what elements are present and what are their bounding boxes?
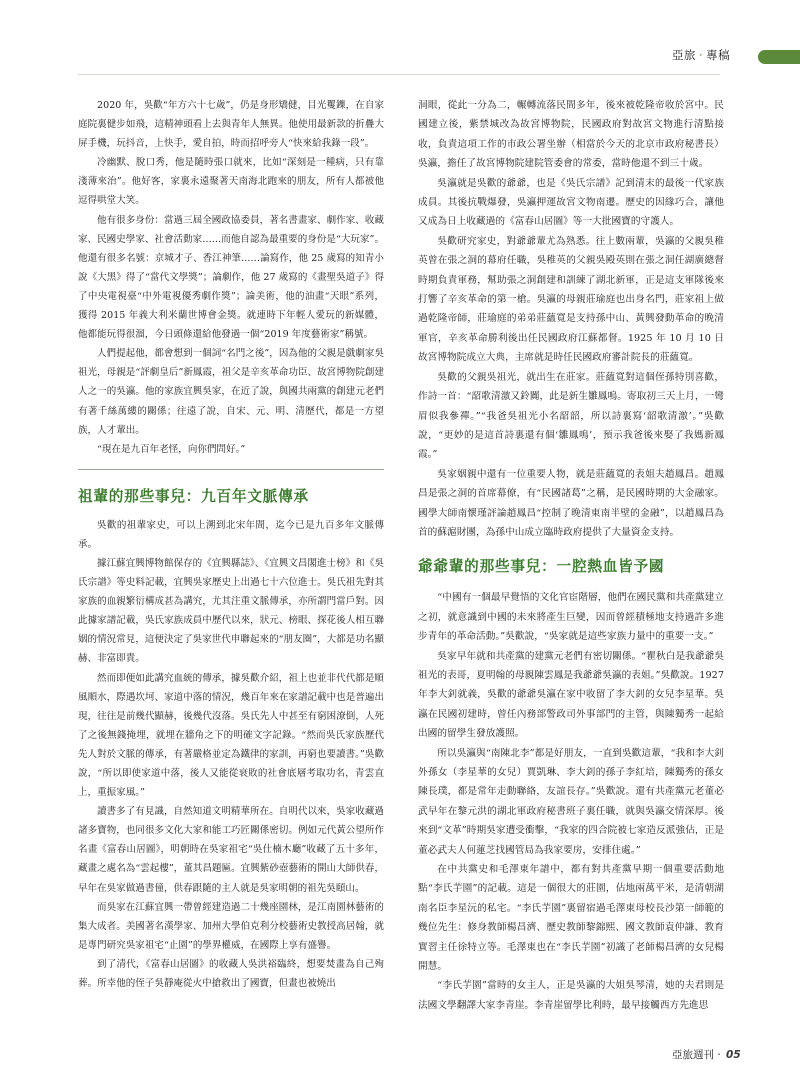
body-paragraph: 冷幽默、脫口秀，他是隨時張口就來，比如“深刻是一種病，只有靠淺薄來治”。他好客，家裏永遠聚著天南海北跑來的朋友，所有人都被他逗得哄堂大笑。 [78,157,384,207]
body-paragraph: 吳瀛就是吳歡的爺爺，也是《吳氏宗譜》記到清末的最後一代家族成員。其後抗戰爆發，吳瀛押運故宮文物南遷。歷史的因緣巧合，讓他又成為日上收藏過的《富春山居圖》等一大批國寶的守護人。 [418,177,724,228]
header-publication: 亞旅 [672,48,696,62]
body-paragraph: 2020 年，吳歡“年方六十七歲”，仍是身形矯健，目光矍鑠，在自家庭院裏健步如飛，這精神頭看上去與青年人無異。他使用最新款的折疊大屏手機，玩抖音，上快手，愛自拍，時而招呼旁人“快來給我錄一段”。 [78,100,384,150]
body-paragraph-continued: 洞眼，從此一分為二，輾轉流落民間多年，後來被乾隆帝收於宮中。民國建立後，紫禁城改為故宮博物院，民國政府對故宮文物進行清點接收，負責這項工作的市政公署坐辦（相當於今天的北京市政府秘書長）吳瀛，擔任了故宮博物院建院管委會的常委，當時他還不到三十歲。 [418,100,724,170]
right-column [418,96,724,1015]
section-title: 祖輩的那些事兒：九百年文脈傳承 [78,487,309,505]
left-column [78,96,384,993]
header-column: 專稿 [706,48,731,62]
quote-paragraph: “現在是九百年老怪，向你們問好。” [97,443,246,455]
page-footer [672,1047,741,1062]
body-paragraph: 吳家早年就和共產黨的建黨元老們有密切關係。“瞿秋白是我爺爺吳祖光的表哥，夏明翰的母親陳雲鳳是我爺爺吳瀛的表姐。”吳歡說。1927 年李大釗就義，吳歡的爺爺吳瀛在家中收留了李大釗的女兒李星華。吳瀛在民國初建時，曾任內務部警政司外事部門的主管，與陳獨秀一起給出國的留學生發放護照。 [418,650,724,740]
body-paragraph: 所以吳瀛與“南陳北李”都是好朋友，一直到吳歡這輩，“我和李大釗外孫女（李星華的女兒）賈凱琳、李大釗的孫子李紅培，陳獨秀的孫女陳長璞，都是常年走動聯絡，友誼長存。”吳歡說。還有共產黨元老董必武早年在黎元洪的湖北軍政府秘書班子裏任職，就與吳瀛交情深厚。後來到“文革”時期吳家遭受衝擊，“我家的四合院被七家造反派強佔，正是董必武夫人何蓮芝找國管局為我家要房，安排住處。” [418,747,724,856]
header-accent-tab [758,50,800,64]
body-paragraph: 吳家姻親中還有一位重要人物，就是莊蘊寬的表姐夫趙鳳昌。趙鳳昌是張之洞的首席幕僚，有“民國諸葛”之稱，是民國時期的大金融家。國學大師南懷瑾評論趙鳳昌“控制了晚清東南半壁的金融”，以趙鳳昌為首的蘇滬財團，為孫中山成立臨時政府提供了大量資金支持。 [418,468,724,538]
section-divider [78,469,384,470]
body-paragraph: 然而即便如此講究血統的傳承，據吳歡介紹，祖上也並非代代都是順風順水，際遇坎坷、家道中落的情況，幾百年來在家譜記載中也是普遍出現，往往是前幾代顯赫，後幾代沒落。吳氏先人中甚至有窮困潦倒，人死了之後無錢掩埋，就埋在牆角之下的明確文字記錄。“然而吳氏家族歷代先人對於文脈的傳承，有著嚴格並定為鐵律的家訓，再窮也要讀書。”吳歡說，“所以即使家道中落，後人又能從衰敗的社會底層考取功名，青雲直上，重振家風。” [78,672,384,799]
body-paragraph: 他有很多身份：當過三屆全國政協委員，著名書畫家、劇作家、收藏家、民國史學家、社會活動家……而他自認為最重要的身份是“大玩家”。他還有很多名號：京城才子、香江神筆……論寫作，他 25 歲寫的知青小說《大黑》得了“當代文學獎”；論劇作，他 27 歲寫的《畫聖吳道子》得了中央電視臺“中外電視優秀劇作獎”；論美術，他的油畫“天眼”系列，獲得 2015 年義大利米蘭世博會金獎。就連時下年輕人愛玩的新媒體，他都能玩得很溜，今日頭條還給他發過一個“2019 年度藝術家”稱號。 [78,214,384,341]
body-paragraph: 讀書多了有見識，自然知道文明精華所在。自明代以來，吳家收藏過諸多寶物，也同很多文化大家和能工巧匠關係密切。例如元代黃公望所作名畫《富春山居圖》，明朝時在吳家祖宅“吳仕楠木廳”收藏了五十多年，藏畫之處名為“雲起樓”，董其昌題匾。宜興紫砂壺藝術的開山大師供春，早年在吳家做過書僮，供春跟隨的主人就是吳家明朝的祖先吳頤山。 [78,806,384,894]
body-paragraph: “中國有一個最早覺悟的文化官宦階層，他們在國民黨和共產黨建立之初，就意識到中國的未來將產生巨變，因而曾經積極地支持過許多進步青年的革命活動。”吳歡說，“吳家就是這些家族力量中的重要一支。” [418,592,724,643]
header-separator: · [699,48,704,62]
body-paragraph: 人們提起他，都會想到一個詞“名門之後”，因為他的父親是戲劇家吳祖光，母親是“評劇皇后”新鳳霞，祖父是辛亥革命功臣、故宮博物院創建人之一的吳瀛。他的家族宜興吳家，在近了說，與國共兩黨的創建元老們有著千絲萬縷的關係；往遠了說，自宋、元、明、清歷代，都是一方望族，人才輩出。 [78,348,384,436]
body-paragraph: 吳歡的父親吳祖光，就出生在莊家。莊蘊寬對這個侄孫特別喜歡，作詩一首：“韶歌清激又鈴闐，此是新生雛鳳鳴。寄取初三天上月，一彎眉似我參禪。”“我爸吳祖光小名韶韶，所以詩裏寫‘韶歌清激’。”吳歡說，“更妙的是這首詩裏還有個‘雛鳳鳴’，預示我爸後來娶了我媽新鳳霞。” [418,371,724,461]
body-paragraph: 到了清代，《富春山居圖》的收藏人吳洪裕臨終，想要焚畫為自己殉葬。所幸他的侄子吳靜庵從火中搶救出了國寶，但畫也被燒出 [78,958,384,990]
body-paragraph: “李氏芋園”當時的女主人，正是吳瀛的大姐吳琴清，她的夫君則是法國文學翻譯大家李青崖。李青崖留學比利時，最早接觸西方先進思 [418,980,724,1011]
running-header [672,47,730,63]
body-paragraph: 據江蘇宜興博物館保存的《宜興縣誌》、《宜興文昌閣進士榜》和《吳氏宗譜》等史料記載，宜興吳家歷史上出過七十六位進士。吳氏祖先對其家族的血親繁衍構成甚為講究，尤其注重文脈傳承，亦所謂門當戶對。因此據家譜記載，吳氏家族成員中歷代以來，狀元、榜眼、探花後人相互聯姻的情況常見，這便決定了吳家世代申聯起來的“朋友圈”，大都是功名顯赫、非富即貴。 [78,557,384,665]
page-number: 05 [726,1049,741,1061]
body-paragraph: 在中共黨史和毛澤東年譜中，都有對共產黨早期一個重要活動地點“李氏芋園”的記載。這是一個很大的莊園，佔地兩萬平米，是清朝湖南名臣李星沅的私宅。“李氏芋園”裏留宿過毛澤東母校長沙第一師範的幾位先生：修身教師楊昌濟、歷史教師黎錦熙、國文教師袁仲謙、教育實習主任徐特立等。毛澤東也在“李氏芋園”初識了老師楊昌濟的女兒楊開慧。 [418,864,724,973]
body-paragraph: 吳歡的祖輩家史，可以上溯到北宋年間，迄今已是九百多年文脈傳承。 [78,519,384,550]
body-paragraph: 吳歡研究家史，對爺爺輩尤為熟悉。往上數兩輩，吳瀛的父親吳稚英曾在張之洞的幕府任職，吳稚英的父親吳殿英則在張之洞任湖廣總督時期負責軍務，幫助張之洞創建和訓練了湖北新軍，正是這支軍隊後來打響了辛亥革命的第一槍。吳瀛的母親莊瑜庭也出身名門，莊家祖上做過乾隆帝師，莊瑜庭的弟弟莊蘊寬是支持孫中山、黃興發動革命的晚清軍官，辛亥革命勝利後出任民國政府江蘇都督。1925 年 10 月 10 日故宮博物院成立大典，主席就是時任民國政府審計院長的莊蘊寬。 [418,235,724,364]
section-title: 爺爺輩的那些事兒：一腔熱血皆予國 [418,558,665,576]
footer-separator: · [714,1049,725,1061]
header-rule [78,74,720,75]
footer-publication: 亞旅週刊 [672,1049,714,1061]
body-paragraph: 而吳家在江蘇宜興一帶曾經建造過二十幾座園林，是江南園林藝術的集大成者。美國著名漢學家、加州大學伯克利分校藝術史教授高居翰，就是專門研究吳家祖宅“止園”的學界權威，在國際上享有盛譽。 [78,901,384,951]
